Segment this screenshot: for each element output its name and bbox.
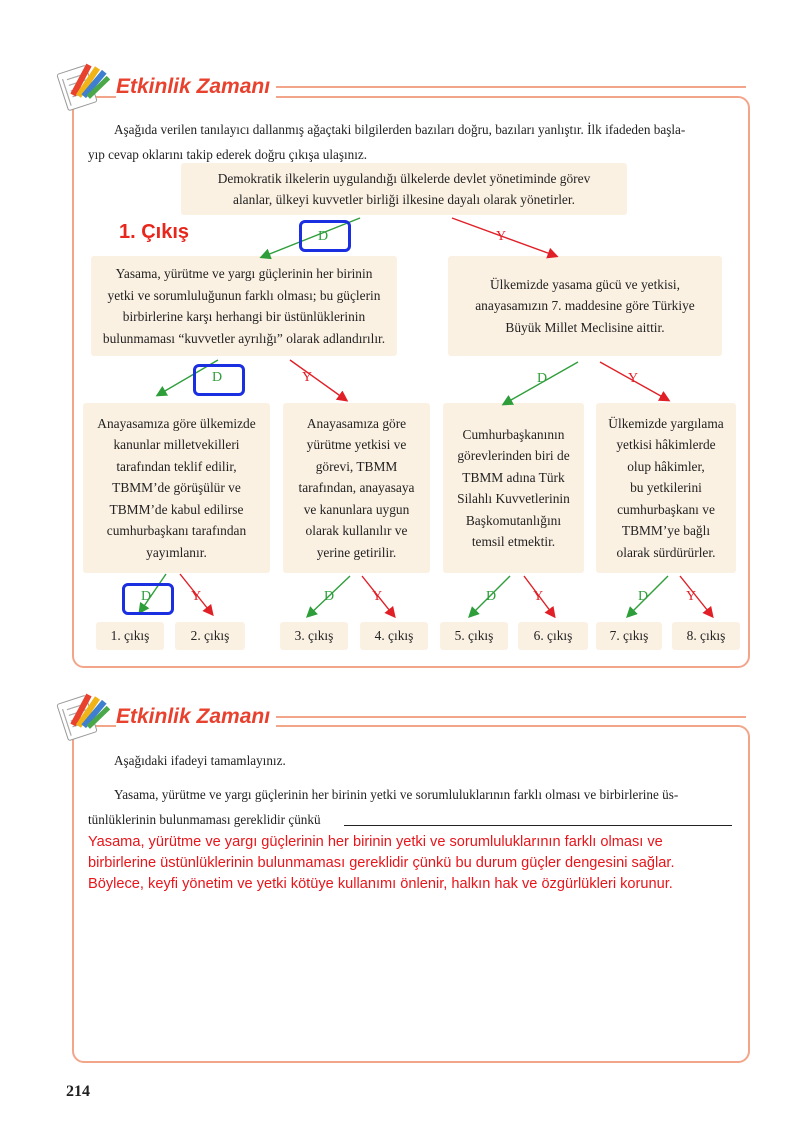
text-line: Büyük Millet Meclisine aittir. [505,319,665,335]
exit-3: 3. çıkış [280,622,348,650]
text-line: Anayasamıza göre [306,415,407,431]
text-line: TBMM adına Türk [462,469,565,485]
text-line: cumhurbaşkanı ve [617,501,715,517]
exit-7: 7. çıkış [596,622,662,650]
text-line: anayasamızın 7. maddesine göre Türkiye [475,298,695,314]
label-true: D [141,589,152,604]
instruction-line2: yıp cevap oklarını takip ederek doğru çıkışa ulaşınız. [88,147,368,162]
notebook-pencils-icon [54,689,110,745]
activity2-instruction: Aşağıdaki ifadeyi tamamlayınız. [114,753,286,768]
label-true: D [324,589,335,604]
selected-answer-mark [122,583,174,615]
label-false: Y [686,589,697,604]
root-line2: alanlar, ülkeyi kuvvetler birliği ilkesine dayalı olarak yönetirler. [233,192,575,207]
text-line: görevlerinden biri de [457,448,570,463]
text-line: Başkomutanlığını [465,512,562,528]
text-line: Ülkemizde yargılama [608,415,724,431]
instruction-line1: Aşağıda verilen tanılayıcı dallanmış ağaçtaki bilgilerden bazıları doğru, bazıları yanlıştır. İlk ifadeden başla- [114,122,686,137]
text-line: TBMM’de kabul edilirse [109,501,244,517]
page-number: 214 [66,1083,90,1100]
text-line: cumhurbaşkanı tarafından [106,523,247,539]
text-line: yayımlanır. [146,544,207,560]
text-line: birbirlerine karşı herhangi bir üstünlüklerinin [122,309,366,324]
label-false: Y [628,371,639,386]
label-true: D [318,229,329,244]
text-line: TBMM’de görüşülür ve [112,480,241,496]
text-line: Yasama, yürütme ve yargı güçlerinin her birinin [115,266,373,281]
activity2-heading: Etkinlik Zamanı [116,705,276,729]
activity1-heading: Etkinlik Zamanı [116,75,276,99]
root-line1: Demokratik ilkelerin uygulandığı ülkelerde devlet yönetiminde görev [217,170,591,186]
activity2-header [54,692,746,742]
label-false: Y [302,370,313,385]
text-line: TBMM’ye bağlı [621,523,711,539]
label-true: D [638,589,649,604]
label-false: Y [372,589,383,604]
text-line: yetkisi hâkimlerde [616,437,716,453]
heading-rule [276,716,746,718]
text-line: görevi, TBMM [315,458,398,474]
label-false: Y [496,229,507,244]
text-line: Anayasamıza göre ülkemizde [97,415,256,431]
text-line: kanunlar milletvekilleri [113,437,240,453]
text-line: Silahlı Kuvvetlerinin [457,491,570,506]
text-line: Cumhurbaşkanının [462,426,565,442]
exit-2: 2. çıkış [175,622,245,650]
text-line: tarafından teklif edilir, [116,458,237,474]
text-line: bu yetkilerini [630,480,702,496]
text-line: ve kanunlara uygun [303,501,410,517]
text-line: olup hâkimler, [627,458,705,474]
correct-exit-note: 1. Çıkış [119,221,190,243]
text-line: yürütme yetkisi ve [306,437,407,453]
label-true: D [212,370,223,385]
exit-8: 8. çıkış [672,622,740,650]
label-true: D [486,589,497,604]
label-false: Y [191,589,202,604]
text-line: temsil etmektir. [471,534,556,549]
handwritten-answer [88,832,738,895]
text-line: olarak kullanılır ve [305,523,408,539]
text-line: tarafından, anayasaya [298,480,415,496]
answer-blank-line [344,825,732,826]
text-line: bulunmaması “kuvvetler ayrılığı” olarak adlandırılır. [102,330,386,346]
text-line: olarak sürdürürler. [616,544,716,560]
label-true: D [537,371,548,386]
exit-6: 6. çıkış [518,622,588,650]
answer-line: Böylece, keyfi yönetim ve yetki kötüye kullanımı önlenir, halkın hak ve özgürlükleri korunur. [88,876,673,892]
text-line: Ülkemizde yasama gücü ve yetkisi, [489,276,680,292]
text-line: yetki ve sorumluluğunun farklı olması; bu güçlerin [107,287,381,303]
exit-5: 5. çıkış [440,622,508,650]
answer-line: Yasama, yürütme ve yargı güçlerinin her birinin yetki ve sorumluluklarının farklı olması ve [88,834,663,850]
label-false: Y [533,589,544,604]
arrow-y [290,360,346,400]
selected-answer-mark [299,220,351,252]
prompt-line1: Yasama, yürütme ve yargı güçlerinin her birinin yetki ve sorumluluklarının farklı olması ve birbirlerine üs- [114,787,679,802]
exit-4: 4. çıkış [360,622,428,650]
exit-1: 1. çıkış [96,622,164,650]
answer-line: birbirlerine üstünlüklerinin bulunmaması gereklidir çünkü bu durum güçler dengesini sağlar. [88,855,675,871]
selected-answer-mark [193,364,245,396]
text-line: yerine getirilir. [316,544,397,560]
prompt-line2: tünlüklerinin bulunmaması gereklidir çünkü [88,812,321,827]
